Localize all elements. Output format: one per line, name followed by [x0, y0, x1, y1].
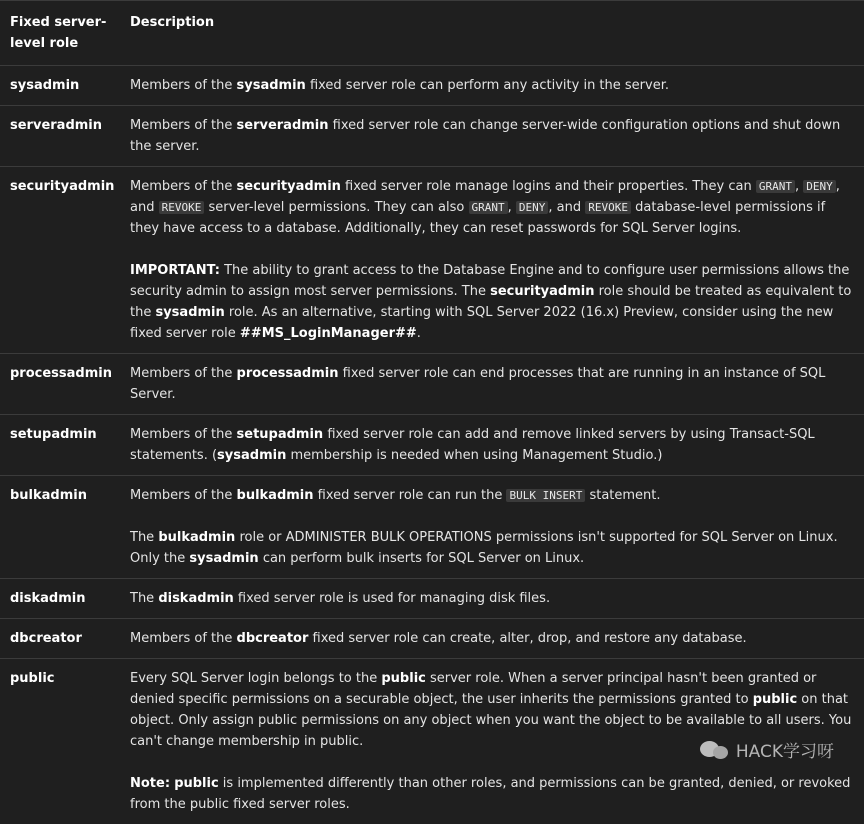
text-run: statement. [585, 488, 660, 503]
role-name: setupadmin [0, 415, 120, 476]
code-keyword: GRANT [469, 201, 508, 214]
bold-term: IMPORTANT: [130, 263, 220, 278]
text-run: membership is needed when using Management Studio.) [286, 448, 662, 463]
bold-term: ##MS_LoginManager## [240, 326, 417, 341]
role-name: serveradmin [0, 106, 120, 167]
role-name: sysadmin [0, 66, 120, 106]
text-run: fixed server role manage logins and their properties. They can [341, 179, 756, 194]
bold-term: bulkadmin [237, 488, 314, 503]
text-run: can perform bulk inserts for SQL Server on Linux. [259, 551, 585, 566]
bold-term: sysadmin [155, 305, 224, 320]
text-run: , and [548, 200, 585, 215]
bold-term: public [174, 776, 218, 791]
text-run: is implemented differently than other roles, and permissions can be granted, denied, or revoked from the public fixed server roles. [130, 776, 850, 812]
table-row [0, 354, 864, 415]
code-keyword: BULK INSERT [506, 489, 585, 502]
bold-term: sysadmin [189, 551, 258, 566]
bold-term: Note: [130, 776, 170, 791]
text-run: fixed server role is used for managing disk files. [234, 591, 550, 606]
code-keyword: REVOKE [585, 201, 631, 214]
role-description [120, 476, 864, 579]
table-row [0, 476, 864, 579]
table-row [0, 619, 864, 659]
description-paragraph [130, 773, 854, 815]
role-name: securityadmin [0, 167, 120, 354]
text-run: , and [130, 179, 840, 215]
text-run: role or ADMINISTER BULK OPERATIONS permissions isn't supported for SQL Server on Linux. Only the [130, 530, 838, 566]
code-keyword: REVOKE [159, 201, 205, 214]
text-run: . [417, 326, 421, 341]
code-keyword: DENY [803, 180, 836, 193]
description-paragraph [130, 115, 854, 157]
description-paragraph [130, 176, 854, 239]
code-keyword: GRANT [756, 180, 795, 193]
header-role: Fixed server-level role [0, 1, 120, 66]
table-row [0, 167, 864, 354]
description-paragraph [130, 260, 854, 344]
text-run: server role. When a server principal hasn't been granted or denied specific permissions on a securable object, the user inherits the permissions granted to [130, 671, 816, 707]
role-description [120, 167, 864, 354]
bold-term: securityadmin [237, 179, 341, 194]
text-run: , [795, 179, 803, 194]
table-row [0, 106, 864, 167]
text-run: Every SQL Server login belongs to the [130, 671, 381, 686]
code-keyword: DENY [516, 201, 549, 214]
bold-term: setupadmin [237, 427, 324, 442]
role-name: bulkadmin [0, 476, 120, 579]
text-run: Members of the [130, 631, 237, 646]
description-paragraph [130, 485, 854, 506]
bold-term: processadmin [237, 366, 339, 381]
description-paragraph [130, 588, 854, 609]
role-description [120, 66, 864, 106]
bold-term: public [381, 671, 425, 686]
table-row [0, 66, 864, 106]
bold-term: public [753, 692, 797, 707]
bold-term: dbcreator [237, 631, 309, 646]
bold-term: sysadmin [237, 78, 306, 93]
bold-term: serveradmin [237, 118, 329, 133]
description-paragraph [130, 75, 854, 96]
text-run: fixed server role can create, alter, drop, and restore any database. [308, 631, 746, 646]
text-run: fixed server role can perform any activity in the server. [306, 78, 669, 93]
text-run: fixed server role can end processes that are running in an instance of SQL Server. [130, 366, 825, 402]
description-paragraph [130, 527, 854, 569]
role-description [120, 619, 864, 659]
role-name: processadmin [0, 354, 120, 415]
bold-term: diskadmin [158, 591, 233, 606]
table-row [0, 415, 864, 476]
text-run: The ability to grant access to the Database Engine and to configure user permissions allows the security admin to assign most server permissions. The [130, 263, 849, 299]
text-run: Members of the [130, 118, 237, 133]
role-description [120, 415, 864, 476]
role-name: public [0, 659, 120, 824]
text-run: on that object. Only assign public permissions on any object when you want the object to be available to all users. You can't change membership in public. [130, 692, 851, 749]
text-run: fixed server role can run the [314, 488, 507, 503]
watermark-text: HACK学习呀 [736, 737, 834, 762]
text-run: Members of the [130, 78, 237, 93]
text-run: Members of the [130, 488, 237, 503]
role-description [120, 106, 864, 167]
table-header-row [0, 1, 864, 66]
text-run: The [130, 530, 158, 545]
text-run: role. As an alternative, starting with SQL Server 2022 (16.x) Preview, consider using the new fixed server role [130, 305, 833, 341]
role-name: diskadmin [0, 579, 120, 619]
text-run: Members of the [130, 427, 237, 442]
text-run: fixed server role can add and remove linked servers by using Transact-SQL statements. ( [130, 427, 815, 463]
description-paragraph [130, 363, 854, 405]
bold-term: sysadmin [217, 448, 286, 463]
role-description [120, 354, 864, 415]
bold-term: securityadmin [490, 284, 594, 299]
text-run: database-level permissions if they have access to a database. Additionally, they can reset passwords for SQL Server logins. [130, 200, 825, 236]
header-description: Description [120, 1, 864, 66]
bold-term: bulkadmin [158, 530, 235, 545]
text-run: Members of the [130, 366, 237, 381]
table-row [0, 579, 864, 619]
wechat-icon [700, 739, 730, 761]
text-run: The [130, 591, 158, 606]
description-paragraph [130, 424, 854, 466]
text-run: server-level permissions. They can also [204, 200, 468, 215]
text-run: fixed server role can change server-wide configuration options and shut down the server. [130, 118, 840, 154]
watermark [700, 737, 834, 762]
description-paragraph [130, 628, 854, 649]
role-description [120, 579, 864, 619]
text-run: , [508, 200, 516, 215]
text-run: role should be treated as equivalent to the [130, 284, 851, 320]
text-run: Members of the [130, 179, 237, 194]
role-name: dbcreator [0, 619, 120, 659]
